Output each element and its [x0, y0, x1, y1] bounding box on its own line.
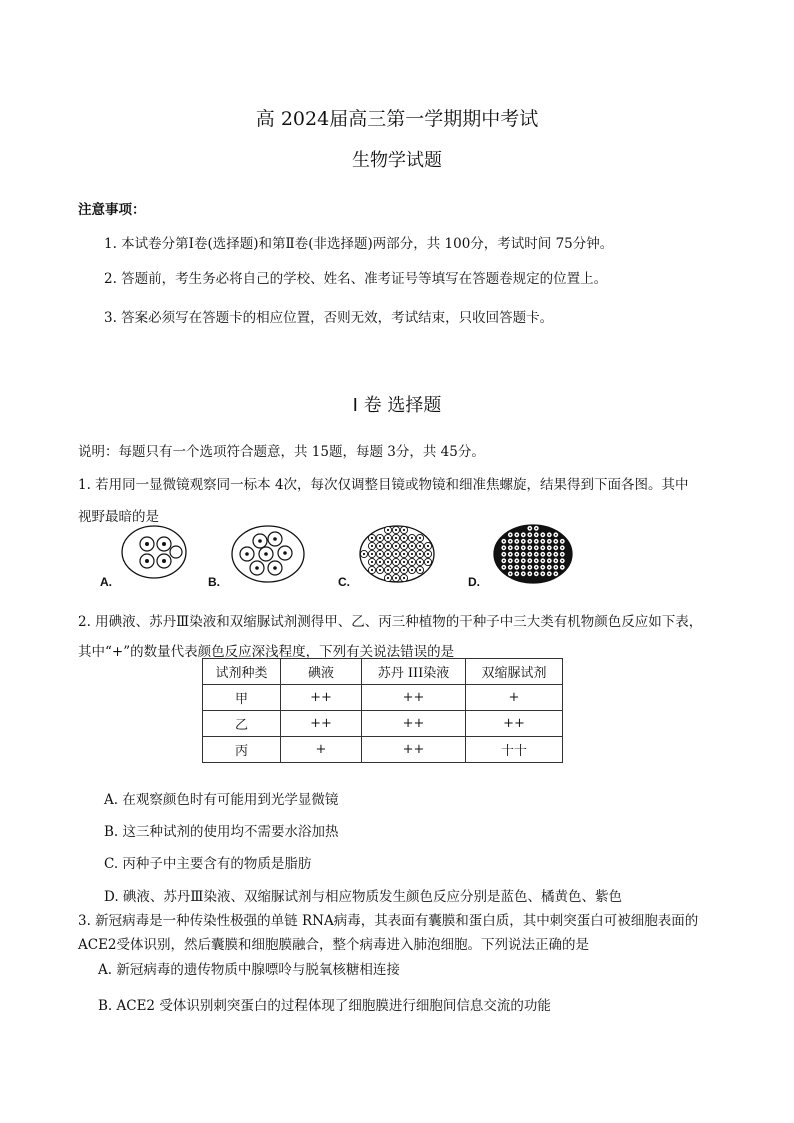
cell-nucleus [411, 553, 413, 555]
table-header: 碘液 [281, 659, 362, 685]
cell-nucleus [371, 561, 373, 563]
table-cell: 乙 [203, 711, 281, 737]
cell-nucleus [529, 573, 531, 575]
cell-nucleus [503, 566, 505, 568]
cell-nucleus [548, 560, 550, 562]
cell-nucleus [548, 566, 550, 568]
microscope-field-c [358, 524, 438, 584]
note-item: 3. 答案必须写在答题卡的相应位置，否则无效，考试结束，只收回答题卡。 [104, 310, 554, 326]
table-cell: ++ [362, 711, 466, 737]
cell-nucleus [555, 547, 557, 549]
cell-nucleus [403, 553, 405, 555]
cell-nucleus [561, 560, 563, 562]
cell-nucleus [371, 553, 373, 555]
figure-label-b: B. [208, 575, 220, 589]
cell-nucleus [529, 560, 531, 562]
cell-nucleus [371, 569, 373, 571]
cell-nucleus [522, 553, 524, 555]
cell-nucleus [516, 540, 518, 542]
question-2-option-a: A. 在观察颜色时有可能用到光学显微镜 [104, 792, 339, 808]
cell-nucleus [516, 553, 518, 555]
cell-nucleus [542, 566, 544, 568]
table-cell: ++ [281, 711, 362, 737]
cell-nucleus [419, 537, 421, 539]
section-instructions: 说明：每题只有一个选项符合题意，共 15题，每题 3分，共 45分。 [78, 444, 485, 460]
table-header: 苏丹 III染液 [362, 659, 466, 685]
cell-nucleus [403, 561, 405, 563]
cell-nucleus [411, 569, 413, 571]
cell-nucleus [529, 553, 531, 555]
cell-nucleus [427, 545, 429, 547]
cell-nucleus [419, 561, 421, 563]
cell-nucleus [522, 566, 524, 568]
cell-nucleus [548, 553, 550, 555]
cell-nucleus [535, 573, 537, 575]
cell-nucleus [403, 545, 405, 547]
cell-nucleus [379, 537, 381, 539]
cell-nucleus [509, 566, 511, 568]
cell-nucleus [363, 553, 365, 555]
cell-nucleus [371, 537, 373, 539]
cell-nucleus [516, 573, 518, 575]
figure-label-d: D. [468, 575, 480, 589]
cell-nucleus [379, 545, 381, 547]
cell-nucleus [419, 553, 421, 555]
cell-nucleus [411, 545, 413, 547]
cell-nucleus [509, 573, 511, 575]
cell-nucleus [542, 540, 544, 542]
cell-nucleus [387, 537, 389, 539]
cell-nucleus [509, 547, 511, 549]
cell-nucleus [503, 560, 505, 562]
section-title: Ⅰ 卷 选择题 [352, 395, 442, 416]
note-item: 1. 本试卷分第Ⅰ卷(选择题)和第Ⅱ卷(非选择题)两部分，共 100分，考试时间 75分钟。 [104, 236, 614, 252]
cell-nucleus [548, 547, 550, 549]
question-3-text-cont: ACE2受体识别，然后囊膜和细胞膜融合，整个病毒进入肺泡细胞。下列说法正确的是 [78, 937, 590, 953]
cell-nucleus [387, 545, 389, 547]
cell-nucleus [395, 529, 397, 531]
cell-nucleus [548, 534, 550, 536]
question-3-text: 3. 新冠病毒是一种传染性极强的单链 RNA病毒，其表面有囊膜和蛋白质，其中刺突蛋白可被细胞表面的 [78, 913, 699, 929]
cell-nucleus [387, 553, 389, 555]
cell-nucleus [561, 566, 563, 568]
cell-nucleus [503, 547, 505, 549]
note-item: 2. 答题前，考生务必将自己的学校、姓名、准考证号等填写在答题卷规定的位置上。 [104, 271, 608, 287]
table-row [203, 685, 563, 711]
cell-nucleus [542, 553, 544, 555]
microscope-field-a [120, 524, 190, 580]
table-cell: ++ [362, 685, 466, 711]
cell-nucleus [548, 573, 550, 575]
cell-nucleus [555, 560, 557, 562]
cell-nucleus [561, 553, 563, 555]
cell-nucleus [516, 534, 518, 536]
cell-nucleus [427, 561, 429, 563]
cell-nucleus [419, 569, 421, 571]
cell-nucleus [387, 577, 389, 579]
exam-title: 高 2024届高三第一学期期中考试 [255, 108, 539, 130]
cell-nucleus [535, 560, 537, 562]
cell-nucleus [419, 545, 421, 547]
cell-nucleus [395, 537, 397, 539]
table-cell: ++ [362, 737, 466, 763]
cell-nucleus [529, 547, 531, 549]
cell-nucleus [542, 547, 544, 549]
question-2-text: 2. 用碘液、苏丹Ⅲ染液和双缩脲试剂测得甲、乙、丙三种植物的干种子中三大类有机物颜色反应如下表， [78, 614, 703, 630]
cell-nucleus [522, 560, 524, 562]
cell-nucleus [387, 529, 389, 531]
table-header: 试剂种类 [203, 659, 281, 685]
question-1-text-cont: 视野最暗的是 [78, 509, 159, 525]
cell-nucleus [395, 569, 397, 571]
cell-nucleus [529, 540, 531, 542]
table-cell: 丙 [203, 737, 281, 763]
table-header: 双缩脲试剂 [466, 659, 563, 685]
cell-nucleus [379, 553, 381, 555]
cell-nucleus [395, 561, 397, 563]
cell-nucleus [371, 545, 373, 547]
cell-nucleus [555, 566, 557, 568]
cell-nucleus [542, 573, 544, 575]
question-3-option-b: B. ACE2 受体识别刺突蛋白的过程体现了细胞膜进行细胞间信息交流的功能 [98, 998, 551, 1014]
exam-subtitle: 生物学试题 [352, 150, 442, 171]
cell-nucleus [509, 560, 511, 562]
table-cell: 甲 [203, 685, 281, 711]
cell-nucleus [522, 547, 524, 549]
cell-nucleus [395, 545, 397, 547]
cell-nucleus [387, 569, 389, 571]
cell-nucleus [555, 540, 557, 542]
cell-nucleus [535, 566, 537, 568]
cell-nucleus [403, 577, 405, 579]
cell-nucleus [535, 553, 537, 555]
cell-nucleus [516, 560, 518, 562]
cell-nucleus [535, 527, 537, 529]
table-row [203, 737, 563, 763]
question-3-option-a: A. 新冠病毒的遗传物质中腺嘌呤与脱氧核糖相连接 [98, 962, 400, 978]
table-cell: + [466, 685, 563, 711]
cell-nucleus [535, 540, 537, 542]
microscope-field-b [230, 524, 306, 584]
cell-nucleus [516, 566, 518, 568]
cell-nucleus [555, 553, 557, 555]
cell-nucleus [395, 577, 397, 579]
cell-nucleus [379, 561, 381, 563]
question-2-option-c: C. 丙种子中主要含有的物质是脂肪 [104, 856, 312, 872]
cell-nucleus [387, 561, 389, 563]
question-2-text-cont: 其中“+”的数量代表颜色反应深浅程度，下列有关说法错误的是 [78, 644, 455, 660]
cell-nucleus [529, 566, 531, 568]
cell-nucleus [411, 561, 413, 563]
cell-nucleus [522, 573, 524, 575]
cell-nucleus [535, 534, 537, 536]
table-cell: + [281, 737, 362, 763]
cell-nucleus [509, 534, 511, 536]
question-2-option-d: D. 碘液、苏丹Ⅲ染液、双缩脲试剂与相应物质发生颜色反应分别是蓝色、橘黄色、紫色 [104, 889, 622, 905]
cell-nucleus [403, 569, 405, 571]
cell-nucleus [503, 540, 505, 542]
cell-nucleus [542, 534, 544, 536]
cell-nucleus [509, 540, 511, 542]
cell-nucleus [503, 553, 505, 555]
cell-nucleus [411, 537, 413, 539]
cell-nucleus [555, 573, 557, 575]
cell-nucleus [403, 529, 405, 531]
table-cell: ++ [466, 711, 563, 737]
cell-nucleus [542, 560, 544, 562]
table-cell: ++ [281, 685, 362, 711]
cell-nucleus [529, 534, 531, 536]
table-header-row [203, 659, 563, 685]
cell-nucleus [379, 569, 381, 571]
table-cell: 十十 [466, 737, 563, 763]
cell-nucleus [555, 534, 557, 536]
table-row [203, 711, 563, 737]
question-1-text: 1. 若用同一显微镜观察同一标本 4次，每次仅调整目镜或物镜和细准焦螺旋，结果得到下面各图。其中 [78, 477, 689, 493]
cell-nucleus [535, 547, 537, 549]
cell-nucleus [529, 527, 531, 529]
cell-nucleus [403, 537, 405, 539]
cell-nucleus [548, 540, 550, 542]
notes-heading: 注意事项： [78, 202, 146, 218]
cell-nucleus [516, 547, 518, 549]
figure-label-c: C. [338, 575, 350, 589]
cell-nucleus [509, 553, 511, 555]
reaction-table [202, 658, 563, 763]
cell-nucleus [561, 547, 563, 549]
cell-nucleus [522, 540, 524, 542]
cell-nucleus [427, 553, 429, 555]
cell-nucleus [395, 553, 397, 555]
cell-nucleus [561, 540, 563, 542]
figure-label-a: A. [100, 575, 112, 589]
question-2-option-b: B. 这三种试剂的使用均不需要水浴加热 [104, 824, 339, 840]
cell-nucleus [522, 534, 524, 536]
microscope-field-d [492, 524, 576, 586]
